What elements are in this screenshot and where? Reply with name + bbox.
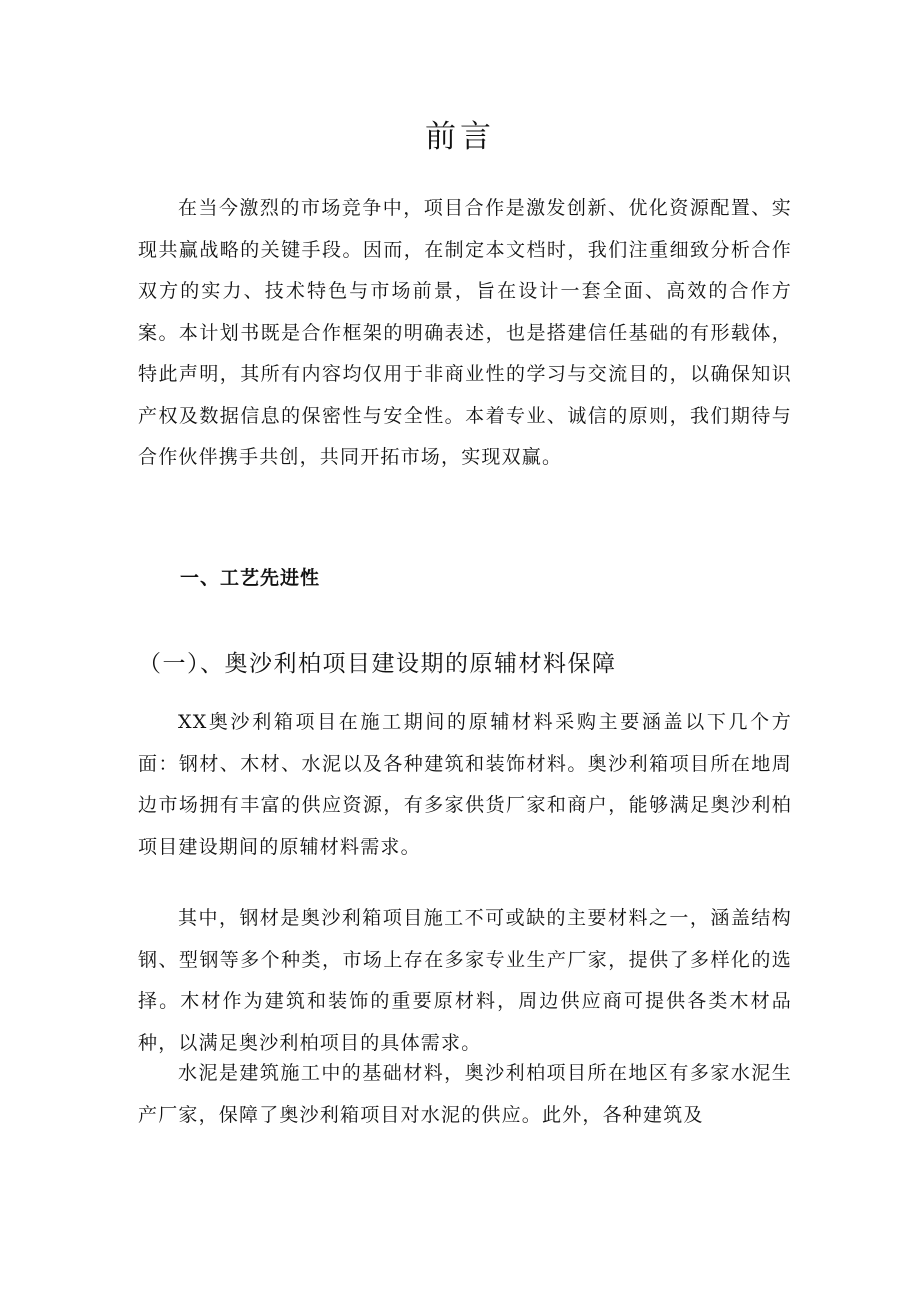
body-paragraph-materials: XX奥沙利箱项目在施工期间的原辅材料采购主要涵盖以下几个方面：钢材、木材、水泥以及各种建筑和装饰材料。奥沙利箱项目所在地周边市场拥有丰富的供应资源，有多家供货厂家和商户，能够满足奥沙利柏项目建设期间的原辅材料需求。 [138, 711, 792, 858]
preface-paragraph: 在当今激烈的市场竞争中，项目合作是激发创新、优化资源配置、实现共赢战略的关键手段。因而，在制定本文档时，我们注重细致分析合作双方的实力、技术特色与市场前景，旨在设计一套全面、高效的合作方案。本计划书既是合作框架的明确表述，也是搭建信任基础的有形载体，特此声明，其所有内容均仅用于非商业性的学习与交流目的，以确保知识产权及数据信息的保密性与安全性。本着专业、诚信的原则，我们期待与合作伙伴携手共创，共同开拓市场，实现双赢。 [138, 197, 792, 468]
subsection-heading: （一）、奥沙利柏项目建设期的原辅材料保障 [138, 651, 617, 677]
body-paragraph-steel-wood: 其中，钢材是奥沙利箱项目施工不可或缺的主要材料之一，涵盖结构钢、型钢等多个种类，市场上存在多家专业生产厂家，提供了多样化的选择。木材作为建筑和装饰的重要原材料，周边供应商可提供各类木材品种，以满足奥沙利柏项目的具体需求。 [138, 907, 792, 1054]
body-paragraph-cement: 水泥是建筑施工中的基础材料，奥沙利柏项目所在地区有多家水泥生产厂家，保障了奥沙利箱项目对水泥的供应。此外，各种建筑及 [138, 1062, 792, 1126]
section-heading: 一、工艺先进性 [180, 567, 321, 589]
page-title: 前言 [425, 119, 495, 155]
